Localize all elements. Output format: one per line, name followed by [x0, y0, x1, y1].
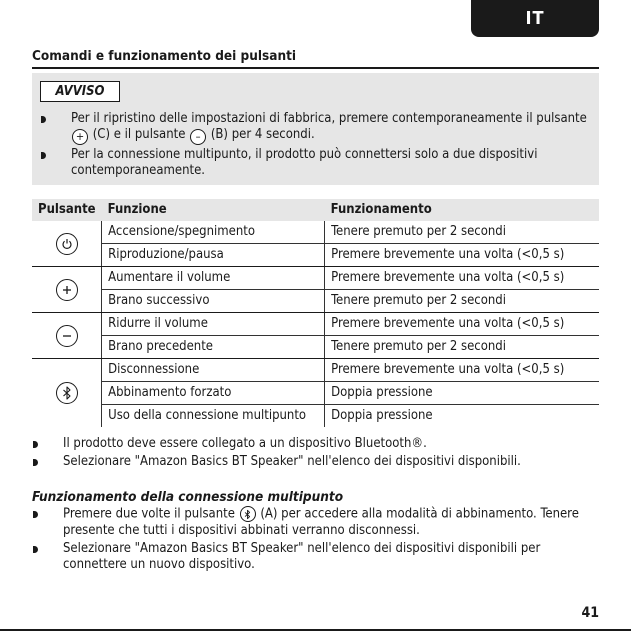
- bullet-icon: [33, 546, 38, 553]
- bullet-icon: [33, 441, 38, 448]
- notice-text: Per il ripristino delle impostazioni di fabbrica, premere contemporaneamente il pulsante: [71, 111, 587, 126]
- operation-cell: Tenere premuto per 2 secondi: [325, 336, 599, 359]
- table-row: [32, 244, 599, 267]
- table-row: [32, 336, 599, 359]
- notice-text: (C) e il pulsante: [92, 127, 186, 142]
- plus-icon: +: [72, 129, 88, 145]
- minus-icon: [56, 325, 78, 347]
- multipoint-title: Funzionamento della connessione multipunto: [32, 489, 344, 505]
- page-number: 41: [581, 605, 599, 621]
- col-header-button: Pulsante: [32, 199, 102, 221]
- notice-item: [40, 147, 591, 179]
- table-row: [32, 313, 599, 336]
- function-cell: Ridurre il volume: [102, 313, 325, 336]
- col-header-function: Funzione: [102, 199, 325, 221]
- function-cell: Abbinamento forzato: [102, 382, 325, 405]
- bluetooth-icon: [240, 506, 256, 522]
- table-row: [32, 267, 599, 290]
- operation-cell: Premere brevemente una volta (<0,5 s): [325, 359, 599, 382]
- table-row: [32, 382, 599, 405]
- list-item-text: Selezionare "Amazon Basics BT Speaker" nell'elenco dei dispositivi disponibili.: [63, 454, 521, 469]
- commands-table: [32, 199, 599, 427]
- notice-label: AVVISO: [40, 81, 120, 102]
- button-cell: [32, 359, 102, 428]
- bullet-icon: [33, 459, 38, 466]
- bullet-icon: [41, 152, 46, 159]
- function-cell: Aumentare il volume: [102, 267, 325, 290]
- notice-box: [32, 73, 599, 185]
- bullet-icon: [33, 511, 38, 518]
- button-cell: [32, 313, 102, 359]
- function-cell: Brano precedente: [102, 336, 325, 359]
- operation-cell: Tenere premuto per 2 secondi: [325, 290, 599, 313]
- table-row: [32, 359, 599, 382]
- operation-cell: Premere brevemente una volta (<0,5 s): [325, 244, 599, 267]
- function-cell: Brano successivo: [102, 290, 325, 313]
- list-item-text: (A) per accedere alla modalità di abbinamento. Tenere presente che tutti i dispositivi abbinati verranno disconnessi.: [63, 506, 579, 538]
- function-cell: Disconnessione: [102, 359, 325, 382]
- operation-cell: Premere brevemente una volta (<0,5 s): [325, 313, 599, 336]
- list-item-text: Premere due volte il pulsante: [63, 506, 235, 522]
- section-title: Comandi e funzionamento dei pulsanti: [32, 48, 297, 64]
- power-icon: [56, 233, 78, 255]
- function-cell: Riproduzione/pausa: [102, 244, 325, 267]
- button-cell: [32, 267, 102, 313]
- bullet-icon: [41, 116, 46, 123]
- notice-text: (B) per 4 secondi.: [210, 127, 315, 142]
- operation-cell: Premere brevemente una volta (<0,5 s): [325, 267, 599, 290]
- bluetooth-icon: [56, 382, 78, 404]
- language-tab: IT: [471, 0, 599, 37]
- list-item: [32, 436, 599, 452]
- notice-list: [40, 111, 591, 181]
- multipoint-list: [32, 506, 599, 575]
- table-row: [32, 405, 599, 428]
- list-item: [32, 506, 599, 539]
- table-row: [32, 221, 599, 244]
- operation-cell: Doppia pressione: [325, 382, 599, 405]
- function-cell: Accensione/spegnimento: [102, 221, 325, 244]
- list-item-text: Il prodotto deve essere collegato a un dispositivo Bluetooth®.: [63, 436, 427, 451]
- notice-text: Per la connessione multipunto, il prodotto può connettersi solo a due dispositivi contemporaneamente.: [71, 146, 538, 178]
- title-divider: [32, 67, 599, 69]
- notice-item: [40, 111, 591, 145]
- list-item: [32, 454, 599, 470]
- post-table-list: [32, 436, 599, 472]
- list-item-text: Selezionare "Amazon Basics BT Speaker" nell'elenco dei dispositivi disponibili per connettere un nuovo dispositivo.: [63, 540, 541, 572]
- operation-cell: Tenere premuto per 2 secondi: [325, 221, 599, 244]
- list-item: [32, 541, 599, 573]
- col-header-operation: Funzionamento: [325, 199, 599, 221]
- plus-icon: [56, 279, 78, 301]
- table-header-row: [32, 199, 599, 221]
- function-cell: Uso della connessione multipunto: [102, 405, 325, 428]
- operation-cell: Doppia pressione: [331, 408, 433, 423]
- button-cell: [32, 221, 102, 267]
- table-row: [32, 290, 599, 313]
- minus-icon: –: [190, 129, 206, 145]
